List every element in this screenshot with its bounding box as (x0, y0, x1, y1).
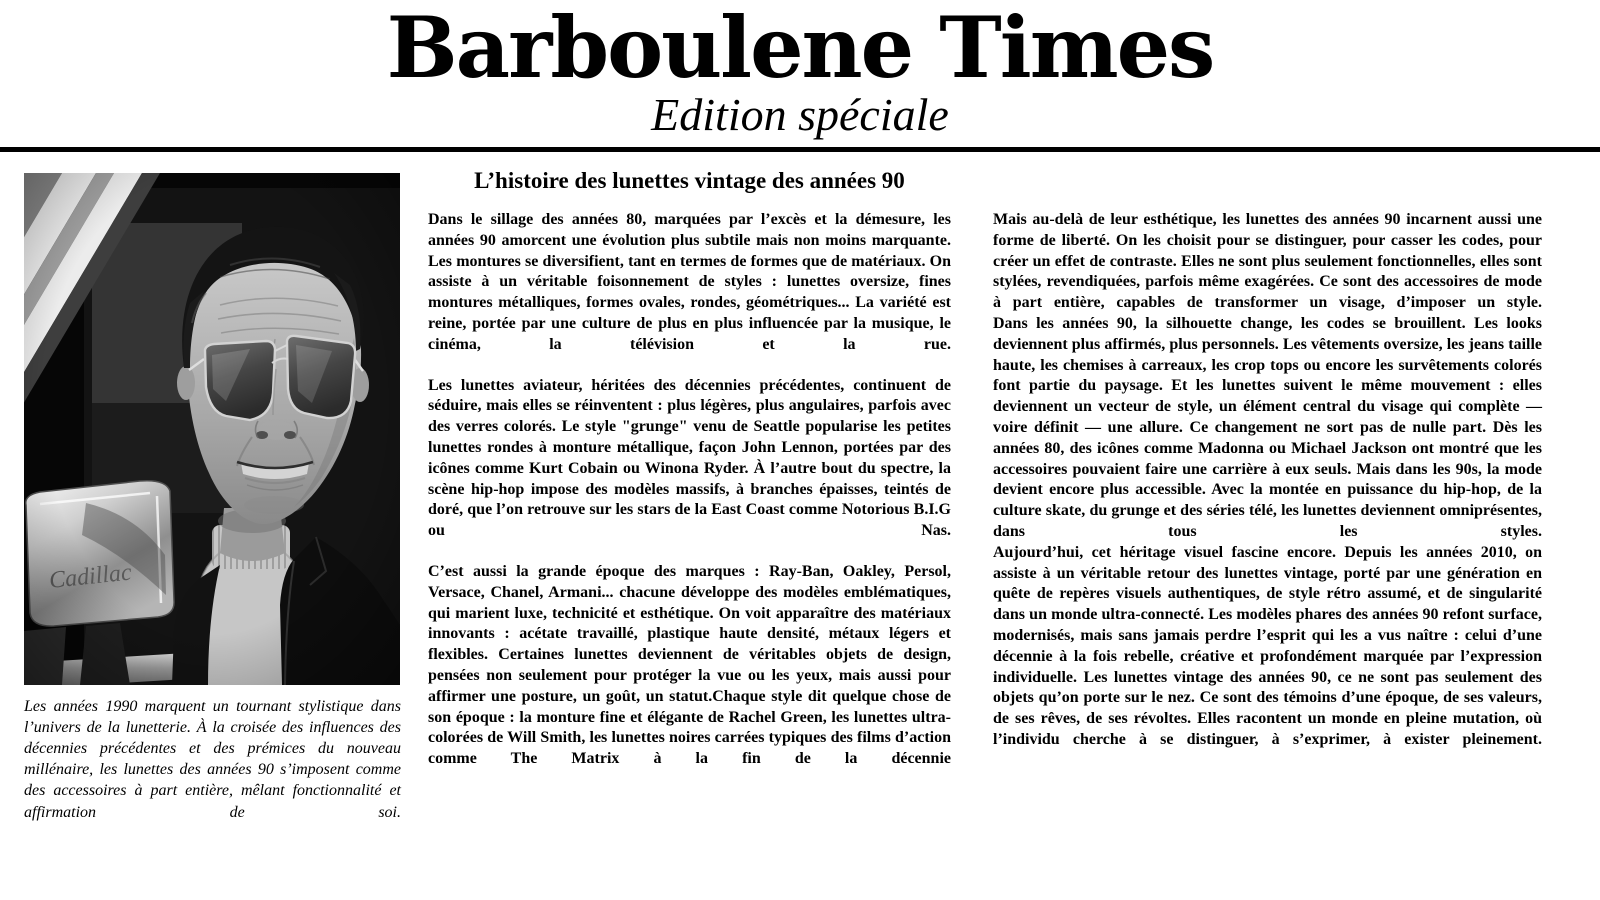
masthead (0, 0, 1600, 138)
paragraph: Aujourd’hui, cet héritage visuel fascine encore. Depuis les années 2010, on assiste à un véritable retour des lunettes vintage, porté par une génération en quête de repères visuels authentiques, de style rétro assumé, et de singularité dans un monde ultra-connecté. Les modèles phares des années 90 refont surface, modernisés, mais sans jamais perdre l’esprit qui les a vus naître : celui d’une décennie à la fois rebelle, créative et profondément marquée par l’expression individuelle. Les lunettes vintage des années 90, ce ne sont pas seulement des objets qu’on porte sur le nez. Ce sont des témoins d’une époque, de ses valeurs, de ses rêves, de ses révoltes. Elles racontent un monde en pleine mutation, où l’individu cherche à se distinguer, à s’exprimer, à exister pleinement. (993, 543, 1542, 748)
masthead-rule (0, 147, 1600, 152)
paragraph: C’est aussi la grande époque des marques : Ray-Ban, Oakley, Persol, Versace, Chanel, Armani... chacune développe des modèles emblématiques, qui marient luxe, technicité et esthétique. On voit apparaître des matériaux innovants : acétate travaillé, plastique haute densité, métaux légers et flexibles. Certaines lunettes deviennent de véritables objets de design, pensées non seulement pour protéger la vue ou les yeux, mais aussi pour affirmer une posture, un goût, un statut.Chaque style dit quelque chose de son époque : la monture fine et élégante de Rachel Green, les lunettes ultra-colorées de Will Smith, les lunettes noires carrées typiques des films d’action comme The Matrix à la fin de la décennie (428, 562, 951, 768)
article-headline: L’histoire des lunettes vintage des années 90 (474, 168, 905, 193)
article-column-right (993, 210, 1542, 751)
masthead-title: Barboulene Times (386, 0, 1214, 97)
paragraph: Mais au-delà de leur esthétique, les lunettes des années 90 incarnent aussi une forme de liberté. On les choisit pour se distinguer, pour casser les codes, pour créer un effet de contraste. Elles ne sont plus seulement fonctionnelles, elles sont stylées, revendiquées, parfois même exagérées. Ce sont des accessoires de mode à part entière, capables de transformer un visage, d’imposer un style. (993, 211, 1542, 312)
article-photo (24, 173, 400, 685)
paragraph: Les lunettes aviateur, héritées des décennies précédentes, continuent de séduire, mais elles se réinventent : plus légères, plus angulaires, parfois avec des verres colorés. Le style "grunge" venu de Seattle popularise les petites lunettes rondes à monture métallique, façon John Lennon, portées par des icônes comme Kurt Cobain ou Winona Ryder. À l’autre bout du spectre, la scène hip-hop impose des modèles massifs, à branches épaisses, teintés de doré, que l’on retrouve sur les stars de la East Coast comme Notorious B.I.G ou Nas. (428, 376, 951, 540)
photo-illustration (24, 173, 400, 685)
photo-vignette (24, 173, 400, 685)
paragraph: Dans les années 90, la silhouette change, les codes se brouillent. Les looks deviennent plus affirmés, plus personnels. Les vêtements oversize, les jeans taille haute, les chemises à carreaux, les crop tops ou encore les survêtements colorés font partie du paysage. Et les lunettes suivent le même mouvement : elles deviennent un vecteur de style, un élément central du visage qui complète — voire définit — une allure. Ce changement ne sort pas de nulle part. Dès les années 80, des icônes comme Madonna ou Michael Jackson ont montré que les accessoires pouvaient faire une carrière à eux seuls. Mais dans les 90s, la mode devient encore plus accessible. Avec la montée en puissance du hip-hop, de la culture skate, du grunge et des séries télé, les lunettes deviennent omniprésentes, dans tous les styles. (993, 314, 1542, 540)
photo-caption: Les années 1990 marquent un tournant stylistique dans l’univers de la lunetterie. À la croisée des influences des décennies précédentes et des prémices du nouveau millénaire, les lunettes des années 90 s’imposent comme des accessoires à part entière, mêlant fonctionnalité et affirmation de soi. (24, 698, 401, 821)
article-column-middle (428, 210, 951, 770)
masthead-subtitle: Edition spéciale (651, 89, 949, 140)
paragraph: Dans le sillage des années 80, marquées par l’excès et la démesure, les années 90 amorcent une évolution plus subtile mais non moins marquante. Les montures se diversifient, tant en termes de formes que de matériaux. On assiste à un véritable foisonnement de styles : lunettes oversize, fines montures métalliques, formes ovales, rondes, géométriques... La variété est reine, portée par une culture de plus en plus influencée par la musique, le cinéma, la télévision et la rue. (428, 211, 951, 353)
